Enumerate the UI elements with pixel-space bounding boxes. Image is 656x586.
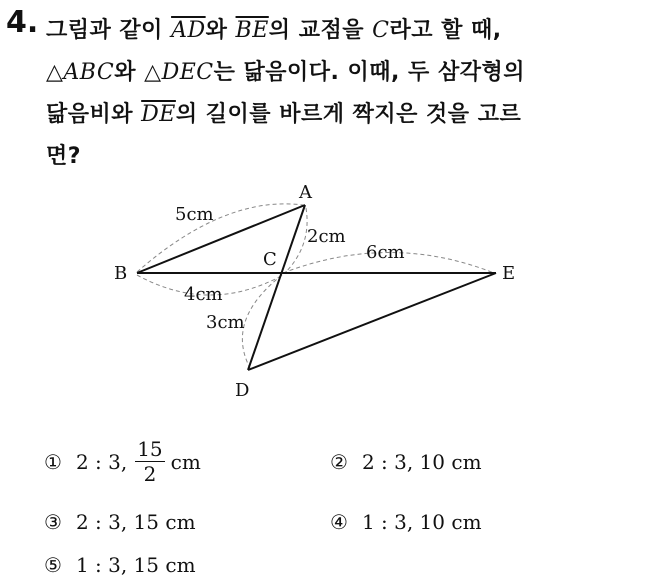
- choice-1-number: ①: [44, 449, 62, 474]
- stem-text: 의 길이를 바르게 짝지은 것을 고르: [175, 102, 522, 127]
- stem-line-1: [46, 10, 646, 52]
- math-text: ABC: [63, 60, 115, 85]
- stem-text: 라고 할 때,: [389, 18, 502, 43]
- label-length-ac: 2cm: [307, 226, 346, 247]
- segment-ad: [248, 205, 305, 370]
- choice-1-fraction-numerator: 15: [137, 437, 163, 461]
- triangle-symbol: △: [46, 60, 64, 85]
- choice-4-number: ④: [330, 510, 348, 534]
- choice-5-number: ⑤: [44, 553, 62, 577]
- math-text: DEC: [161, 60, 214, 85]
- question-number: 4.: [6, 5, 39, 40]
- choice-1-unit: cm: [170, 449, 201, 474]
- math-text: C: [372, 18, 390, 43]
- triangle-symbol: △: [144, 60, 162, 85]
- math-segment-overline: $\overline{AD}$: [171, 18, 206, 43]
- label-point-e: E: [502, 263, 516, 284]
- choice-5-text: 1 : 3, 15 cm: [75, 553, 196, 577]
- label-point-d: D: [235, 380, 250, 401]
- label-length-bc: 4cm: [184, 284, 223, 305]
- label-point-b: B: [114, 263, 128, 284]
- stem-text: 의 교점을: [268, 18, 373, 43]
- stem-text: 면?: [46, 144, 82, 169]
- question-stem: [46, 10, 646, 178]
- choice-2-number: ②: [330, 450, 348, 474]
- stem-text: 와: [205, 18, 236, 43]
- label-point-c: C: [263, 249, 277, 270]
- choice-4[interactable]: [330, 510, 482, 534]
- label-length-cd: 3cm: [206, 312, 245, 333]
- label-length-ce: 6cm: [366, 242, 405, 263]
- geometry-diagram: [0, 170, 656, 410]
- choice-5[interactable]: [44, 553, 196, 577]
- choice-3[interactable]: [44, 510, 196, 534]
- choice-2[interactable]: [330, 450, 482, 474]
- choice-1[interactable]: [44, 438, 201, 485]
- choice-3-text: 2 : 3, 15 cm: [75, 510, 196, 534]
- choice-2-text: 2 : 3, 10 cm: [361, 450, 482, 474]
- stem-text: 와: [114, 60, 145, 85]
- choice-1-ratio: 2 : 3,: [75, 449, 128, 474]
- choice-3-number: ③: [44, 510, 62, 534]
- choice-1-fraction: [135, 438, 164, 485]
- segment-de: [248, 273, 496, 370]
- math-segment-overline: $\overline{DE}$: [141, 102, 176, 127]
- choice-4-text: 1 : 3, 10 cm: [361, 510, 482, 534]
- stem-text: 닮음비와: [46, 102, 142, 127]
- stem-text: 는 닮음이다. 이때, 두 삼각형의: [213, 60, 525, 85]
- label-point-a: A: [299, 182, 312, 203]
- choice-1-fraction-denominator: 2: [143, 462, 157, 486]
- arc-ab: [137, 204, 303, 272]
- arc-ac: [285, 208, 307, 273]
- label-length-ab: 5cm: [175, 204, 214, 225]
- segment-ab: [137, 205, 305, 273]
- stem-line-2: [46, 52, 646, 94]
- stem-line-3: [46, 94, 646, 136]
- stem-text: 그림과 같이: [46, 18, 172, 43]
- math-segment-overline: $\overline{BE}$: [235, 18, 269, 43]
